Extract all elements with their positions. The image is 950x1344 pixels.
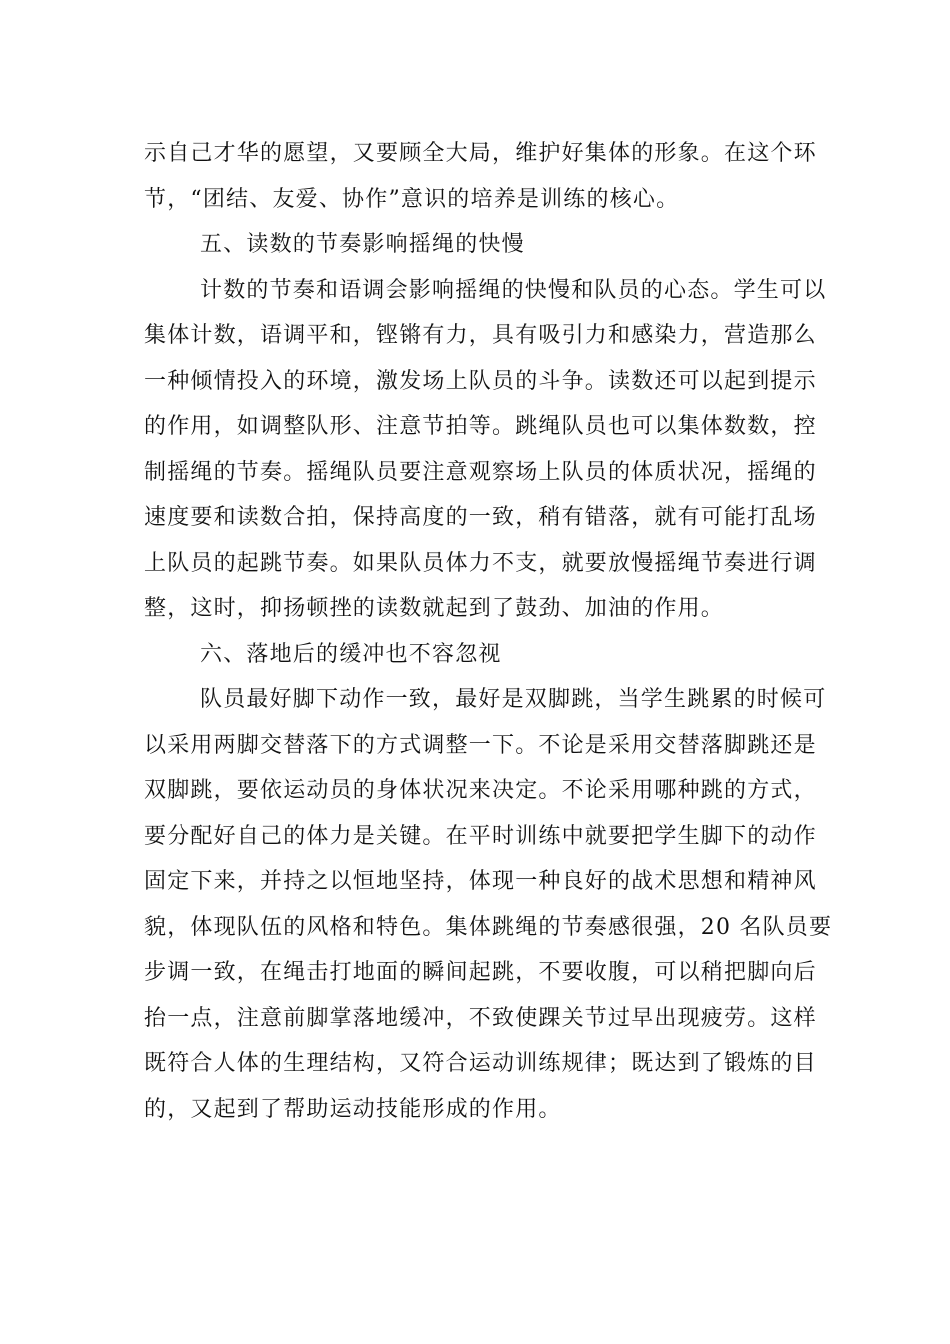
paragraph-line: 制摇绳的节奏。摇绳队员要注意观察场上队员的体质状况，摇绳的: [144, 459, 817, 485]
paragraph-line: 上队员的起跳节奏。如果队员体力不支，就要放慢摇绳节奏进行调: [144, 550, 817, 576]
paragraph-line: 既符合人体的生理结构，又符合运动训练规律；既达到了锻炼的目: [144, 1051, 817, 1076]
paragraph-line: 节，“团结、友爱、协作”意识的培养是训练的核心。: [144, 186, 680, 212]
paragraph-line: 以采用两脚交替落下的方式调整一下。不论是采用交替落脚跳还是: [144, 732, 817, 758]
paragraph-line: 示自己才华的愿望，又要顾全大局，维护好集体的形象。在这个环: [144, 141, 817, 166]
document-body: [144, 131, 833, 1132]
paragraph-line: 固定下来，并持之以恒地坚持，体现一种良好的战术思想和精神风: [144, 869, 817, 894]
paragraph-line: 集体计数，语调平和，铿锵有力，具有吸引力和感染力，营造那么: [144, 323, 817, 348]
section-heading-6: 六、落地后的缓冲也不容忽视: [200, 641, 502, 667]
paragraph-line: 计数的节奏和语调会影响摇绳的快慢和队员的心态。学生可以: [200, 277, 827, 303]
paragraph-line: 的作用，如调整队形、注意节拍等。跳绳队员也可以集体数数，控: [144, 414, 817, 439]
paragraph-line: 的，又起到了帮助运动技能形成的作用。: [144, 1096, 562, 1122]
paragraph-line: 整，这时，抑扬顿挫的读数就起到了鼓劲、加油的作用。: [144, 596, 725, 621]
paragraph-line: 双脚跳，要依运动员的身体状况来决定。不论采用哪种跳的方式，: [144, 778, 817, 803]
paragraph-line: 抬一点，注意前脚掌落地缓冲，不致使踝关节过早出现疲劳。这样: [144, 1005, 817, 1031]
section-heading-5: 五、读数的节奏影响摇绳的快慢: [200, 232, 525, 257]
paragraph-line: 步调一致，在绳击打地面的瞬间起跳，不要收腹，可以稍把脚向后: [144, 960, 817, 985]
paragraph-line: 貌，体现队伍的风格和特色。集体跳绳的节奏感很强，20 名队员要: [144, 914, 833, 940]
paragraph-line: 队员最好脚下动作一致，最好是双脚跳，当学生跳累的时候可: [200, 687, 827, 712]
paragraph-line: 要分配好自己的体力是关键。在平时训练中就要把学生脚下的动作: [144, 823, 817, 849]
paragraph-line: 速度要和读数合拍，保持高度的一致，稍有错落，就有可能打乱场: [144, 505, 817, 530]
paragraph-line: 一种倾情投入的环境，激发场上队员的斗争。读数还可以起到提示: [144, 368, 817, 394]
